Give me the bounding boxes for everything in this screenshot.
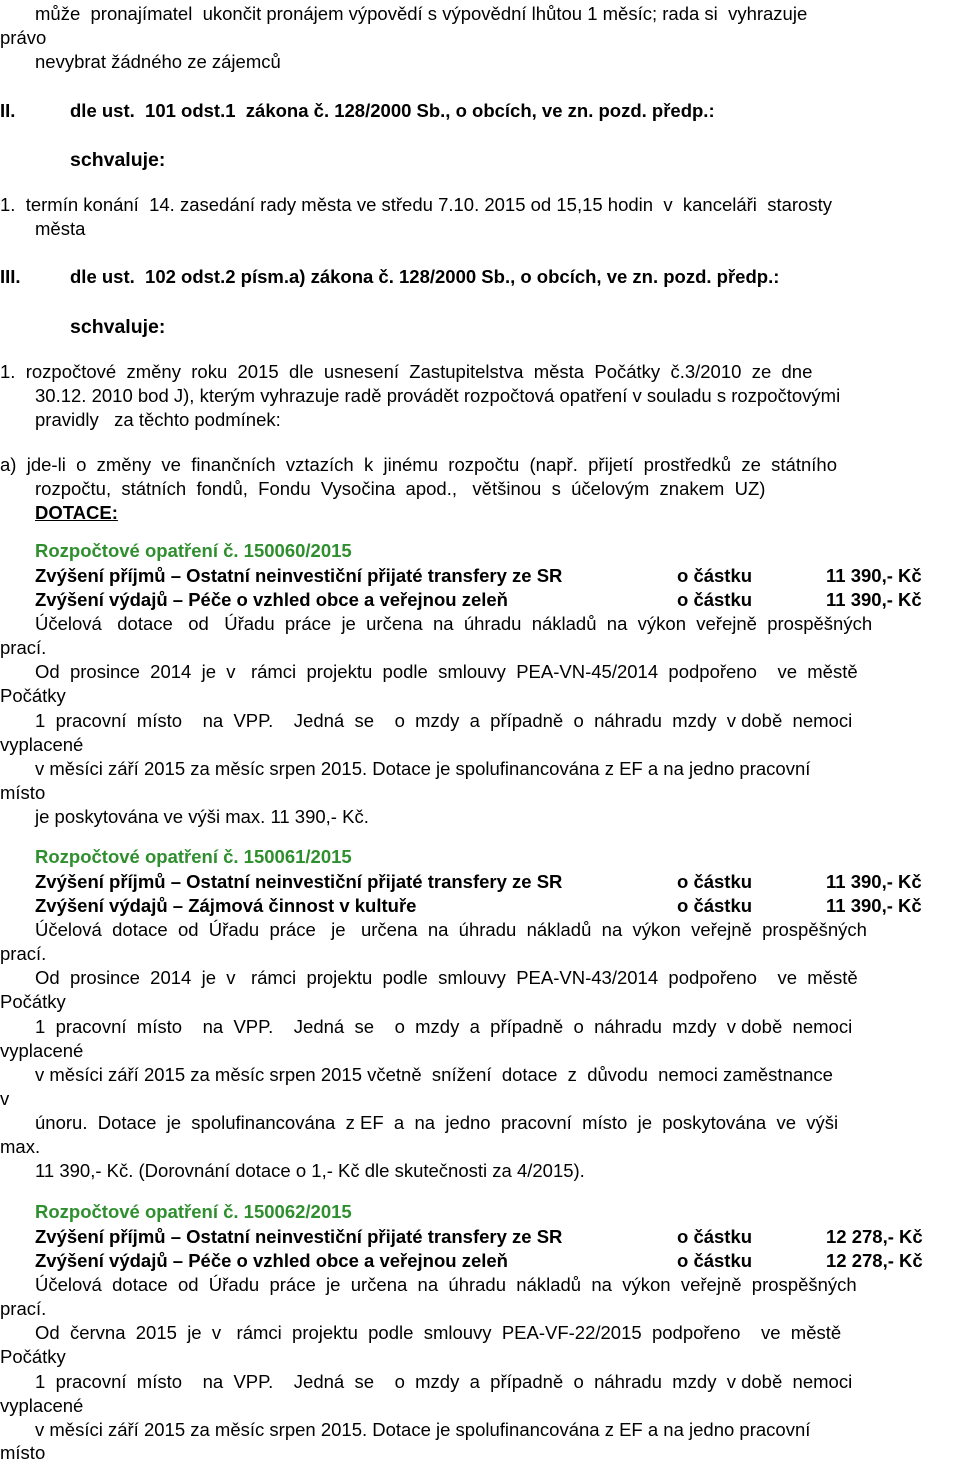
intro-line-2: právo: [0, 27, 47, 48]
section-iii-item-1c: pravidly za těchto podmínek:: [35, 409, 281, 430]
section-ii-numeral: II.: [0, 100, 16, 121]
measure-text: 1 pracovní místo na VPP. Jedná se o mzdy a případně o náhradu mzdy v době nemoci: [35, 710, 853, 731]
measure-text: 11 390,- Kč. (Dorovnání dotace o 1,- Kč dle skutečnosti za 4/2015).: [35, 1160, 585, 1181]
section-iii-numeral: III.: [0, 266, 21, 287]
measure-text: prací.: [0, 1298, 47, 1319]
section-iii-item-1b: 30.12. 2010 bod J), kterým vyhrazuje radě provádět rozpočtová opatření v souladu s rozpočtovými: [35, 385, 841, 406]
measure-text: Od prosince 2014 je v rámci projektu podle smlouvy PEA-VN-43/2014 podpořeno ve městě: [35, 967, 858, 988]
section-ii-item-1a: 1. termín konání 14. zasedání rady města ve středu 7.10. 2015 od 15,15 hodin v kanceláři starosty: [0, 194, 832, 215]
measure-text: v: [0, 1088, 10, 1109]
measure-text: místo: [0, 782, 46, 803]
measure-income-mid: o částku: [677, 565, 753, 586]
measure-title: Rozpočtové opatření č. 150061/2015: [35, 846, 352, 867]
measure-expense-amount: 12 278,- Kč: [826, 1250, 923, 1271]
measure-income-label: Zvýšení příjmů – Ostatní neinvestiční přijaté transfery ze SR: [35, 871, 563, 892]
section-iii-heading: dle ust. 102 odst.2 písm.a) zákona č. 128/2000 Sb., o obcích, ve zn. pozd. předp.:: [70, 266, 780, 287]
measure-text: Počátky: [0, 685, 66, 706]
measure-text: v měsíci září 2015 za měsíc srpen 2015. Dotace je spolufinancována z EF a na jedno pracovní: [35, 758, 811, 779]
measure-text: Počátky: [0, 991, 66, 1012]
measure-text: v měsíci září 2015 za měsíc srpen 2015. Dotace je spolufinancována z EF a na jedno pracovní: [35, 1419, 811, 1440]
measure-title: Rozpočtové opatření č. 150060/2015: [35, 540, 352, 561]
measure-income-label: Zvýšení příjmů – Ostatní neinvestiční přijaté transfery ze SR: [35, 1226, 563, 1247]
measure-text: Účelová dotace od Úřadu práce je určena na úhradu nákladů na výkon veřejně prospěšných: [35, 1274, 857, 1295]
section-ii-item-1b: města: [35, 218, 86, 239]
measure-text: v měsíci září 2015 za měsíc srpen 2015 včetně snížení dotace z důvodu nemoci zaměstnance: [35, 1064, 833, 1085]
measure-expense-amount: 11 390,- Kč: [826, 589, 922, 610]
measure-text: Účelová dotace od Úřadu práce je určena na úhradu nákladů na výkon veřejně prospěšných: [35, 613, 873, 634]
measure-income-label: Zvýšení příjmů – Ostatní neinvestiční přijaté transfery ze SR: [35, 565, 563, 586]
measure-expense-label: Zvýšení výdajů – Péče o vzhled obce a veřejnou zeleň: [35, 1250, 508, 1271]
measure-text: vyplacené: [0, 734, 84, 755]
measure-text: prací.: [0, 943, 47, 964]
measure-expense-mid: o částku: [677, 589, 753, 610]
measure-text: Od června 2015 je v rámci projektu podle smlouvy PEA-VF-22/2015 podpořeno ve městě: [35, 1322, 842, 1343]
measure-expense-label: Zvýšení výdajů – Zájmová činnost v kultuře: [35, 895, 417, 916]
intro-line-3: nevybrat žádného ze zájemců: [35, 51, 281, 72]
measure-expense-label: Zvýšení výdajů – Péče o vzhled obce a veřejnou zeleň: [35, 589, 508, 610]
section-iii-item-1a: 1. rozpočtové změny roku 2015 dle usnesení Zastupitelstva města Počátky č.3/2010 ze dne: [0, 361, 813, 382]
measure-income-mid: o částku: [677, 1226, 753, 1247]
measure-text: je poskytována ve výši max. 11 390,- Kč.: [35, 806, 369, 827]
intro-line-1: může pronajímatel ukončit pronájem výpovědí s výpovědní lhůtou 1 měsíc; rada si vyhrazuje: [35, 3, 808, 24]
section-ii-heading: dle ust. 101 odst.1 zákona č. 128/2000 Sb., o obcích, ve zn. pozd. předp.:: [70, 100, 715, 121]
measure-income-amount: 11 390,- Kč: [826, 871, 922, 892]
measure-income-amount: 12 278,- Kč: [826, 1226, 923, 1247]
measure-title: Rozpočtové opatření č. 150062/2015: [35, 1201, 352, 1222]
section-ii-verb: schvaluje:: [70, 149, 166, 171]
measure-income-mid: o částku: [677, 871, 753, 892]
measure-text: max.: [0, 1136, 41, 1157]
measure-text: 1 pracovní místo na VPP. Jedná se o mzdy a případně o náhradu mzdy v době nemoci: [35, 1016, 853, 1037]
measure-text: vyplacené: [0, 1395, 84, 1416]
measure-text: 1 pracovní místo na VPP. Jedná se o mzdy a případně o náhradu mzdy v době nemoci: [35, 1371, 853, 1392]
condition-a-line-2: rozpočtu, státních fondů, Fondu Vysočina apod., většinou s účelovým znakem UZ): [35, 478, 766, 499]
measure-text: únoru. Dotace je spolufinancována z EF a na jedno pracovní místo je poskytována ve výši: [35, 1112, 839, 1133]
measure-expense-mid: o částku: [677, 1250, 753, 1271]
measure-text: Od prosince 2014 je v rámci projektu podle smlouvy PEA-VN-45/2014 podpořeno ve městě: [35, 661, 858, 682]
measure-text: Účelová dotace od Úřadu práce je určena na úhradu nákladů na výkon veřejně prospěšných: [35, 919, 867, 940]
measure-expense-mid: o částku: [677, 895, 753, 916]
dotace-label: DOTACE:: [35, 502, 118, 523]
section-iii-verb: schvaluje:: [70, 316, 166, 338]
measure-income-amount: 11 390,- Kč: [826, 565, 922, 586]
measure-text: prací.: [0, 637, 47, 658]
measure-text: Počátky: [0, 1346, 66, 1367]
measure-text: vyplacené: [0, 1040, 84, 1061]
measure-expense-amount: 11 390,- Kč: [826, 895, 922, 916]
condition-a-line-1: a) jde-li o změny ve finančních vztazích k jinému rozpočtu (např. přijetí prostředků ze státního: [0, 454, 837, 475]
measure-text: místo: [0, 1442, 46, 1463]
